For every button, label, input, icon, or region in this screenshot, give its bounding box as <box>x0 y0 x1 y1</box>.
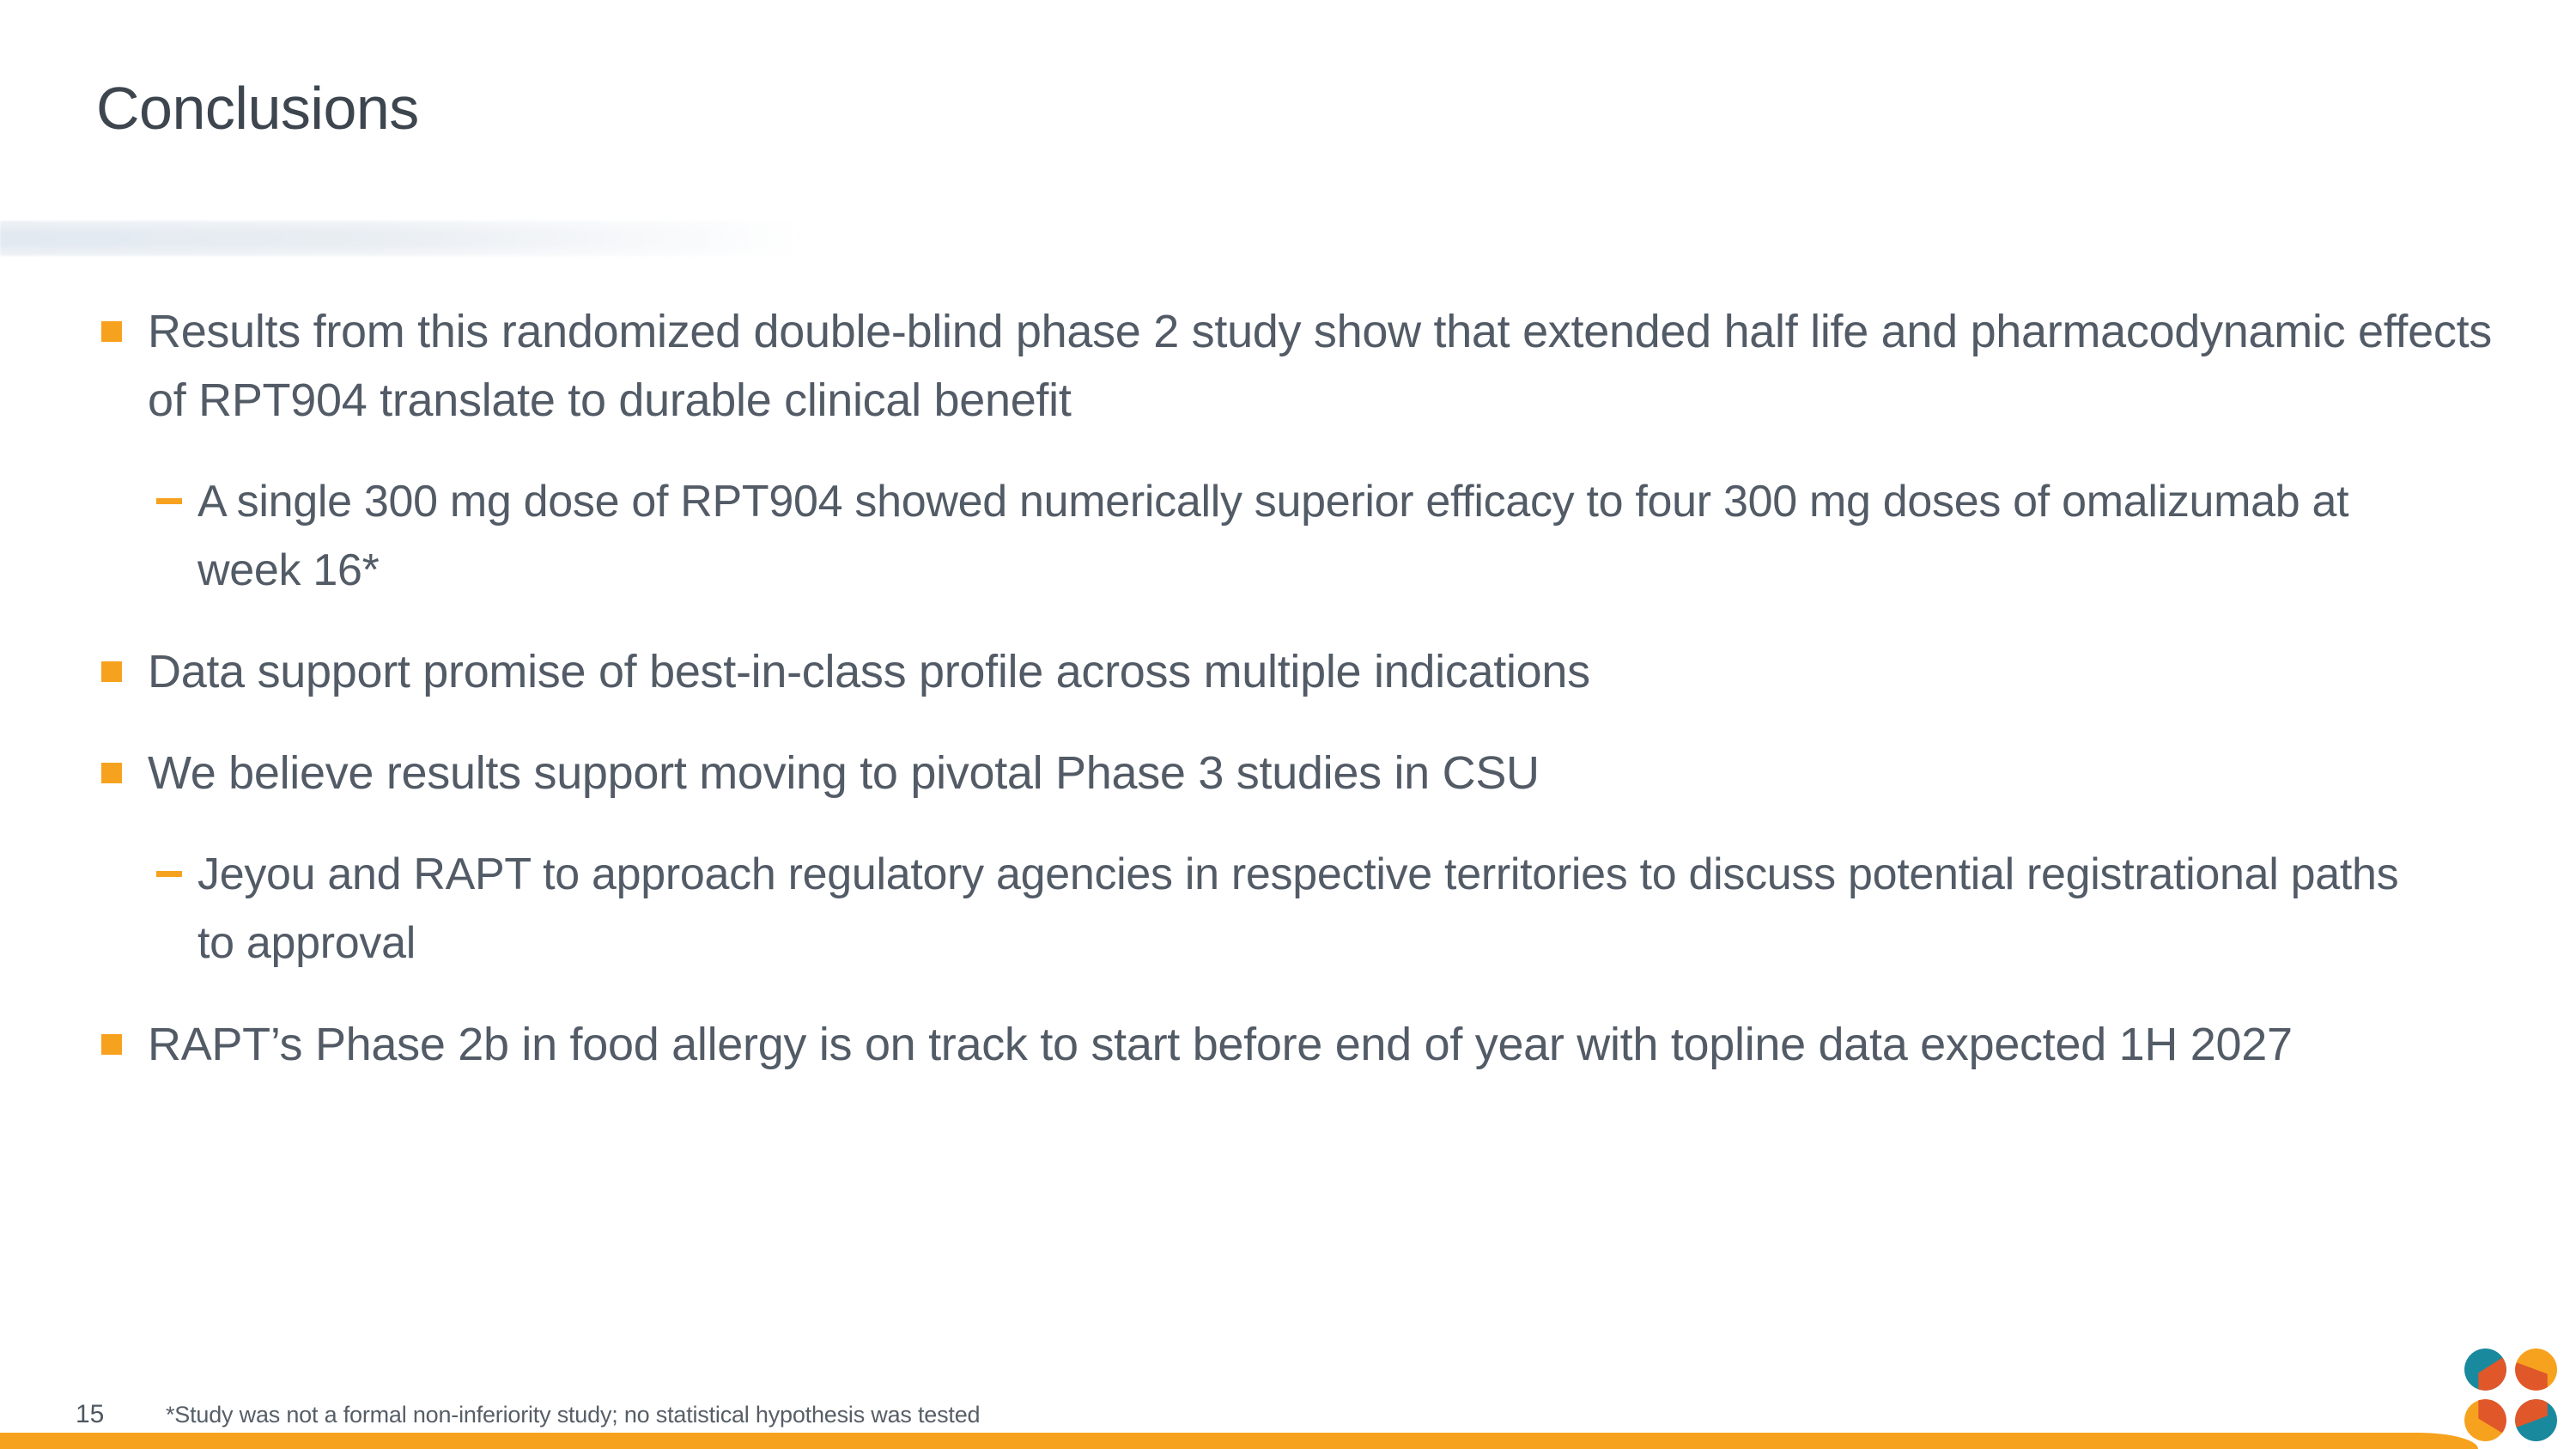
bullet-item <box>101 1010 2531 1079</box>
title-divider-band <box>0 221 841 256</box>
logo-circle-top-left <box>2464 1349 2513 1397</box>
bullet-text: We believe results support moving to pivotal Phase 3 studies in CSU <box>148 747 1540 799</box>
bullet-text: Results from this randomized double-blind phase 2 study show that extended half life and pharmacodynamic effects of RPT904 translate to durable clinical benefit <box>148 306 2492 426</box>
footnote-text: *Study was not a formal non-inferiority study; no statistical hypothesis was tested <box>166 1402 981 1428</box>
bullet-item <box>101 297 2531 435</box>
bullet-item <box>101 637 2531 706</box>
bullet-text: RAPT’s Phase 2b in food allergy is on track to start before end of year with topline data expected 1H 2027 <box>148 1019 2293 1070</box>
slide-title: Conclusions <box>96 75 419 142</box>
rapt-logo-icon <box>2463 1347 2559 1443</box>
dash-bullet-icon <box>156 871 182 877</box>
logo-circle-bottom-left <box>2464 1392 2513 1441</box>
logo-circle-top-right <box>2508 1349 2557 1397</box>
square-bullet-icon <box>101 763 122 783</box>
bottom-accent-bar <box>0 1433 2478 1449</box>
page-number: 15 <box>76 1400 105 1428</box>
sub-bullet-text: A single 300 mg dose of RPT904 showed numerically superior efficacy to four 300 mg doses of omalizumab at week 16* <box>197 477 2349 595</box>
sub-bullet-text: Jeyou and RAPT to approach regulatory agencies in respective territories to discuss potential registrational paths to approval <box>197 849 2399 968</box>
dash-bullet-icon <box>156 498 182 504</box>
square-bullet-icon <box>101 1034 122 1055</box>
sub-bullet-item <box>156 467 2531 605</box>
bullet-list <box>101 297 2531 1111</box>
sub-bullet-item <box>156 840 2531 977</box>
bullet-item <box>101 739 2531 807</box>
bullet-text: Data support promise of best-in-class profile across multiple indications <box>148 646 1590 697</box>
square-bullet-icon <box>101 321 122 342</box>
logo-circle-bottom-right <box>2508 1392 2557 1441</box>
square-bullet-icon <box>101 661 122 682</box>
